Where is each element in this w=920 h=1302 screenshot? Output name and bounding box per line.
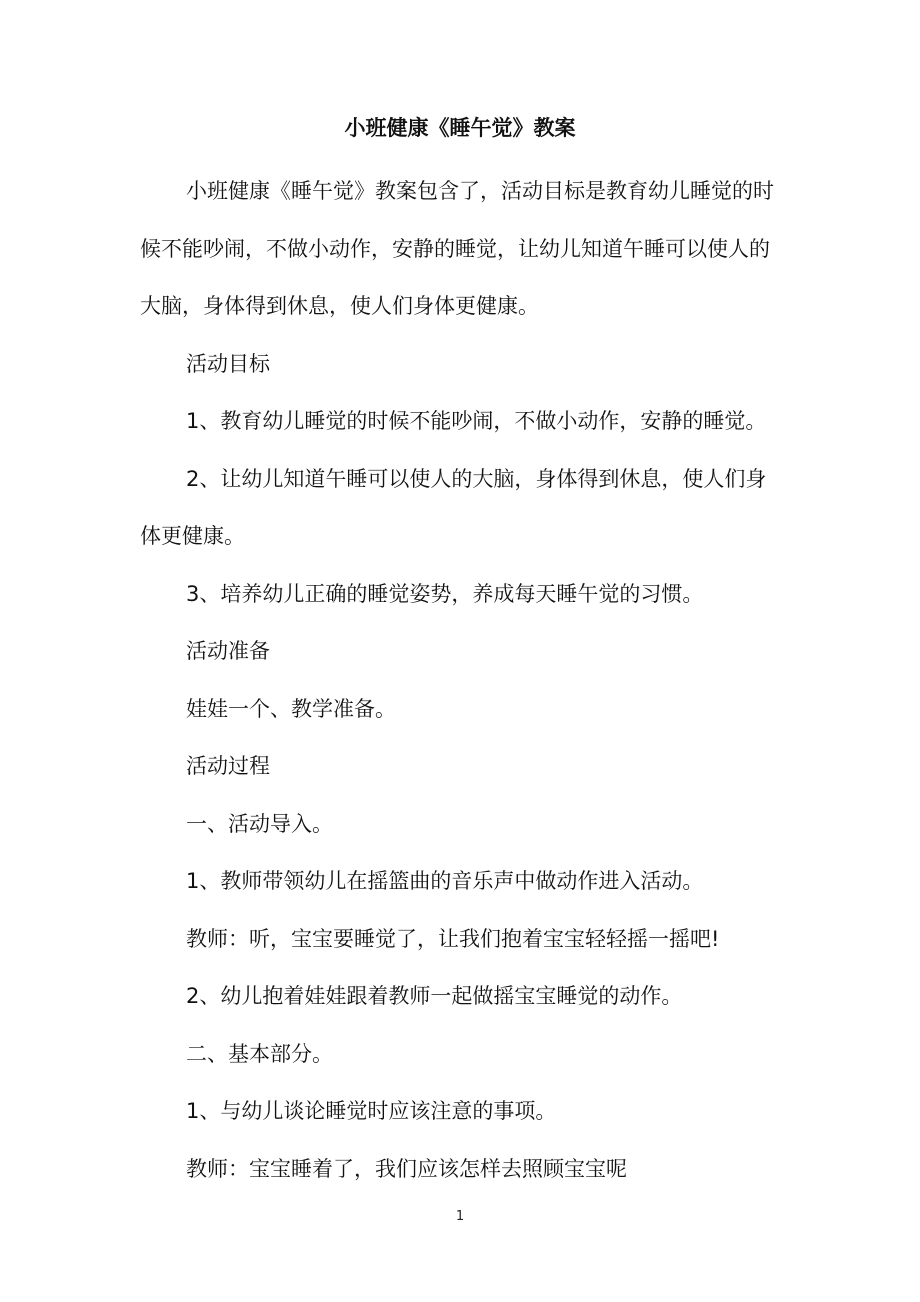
page-number: 1: [455, 1209, 465, 1224]
preparation-text: 娃娃一个、教学准备。: [186, 696, 396, 721]
teacher-dialogue-2: 教师：宝宝睡着了，我们应该怎样去照顾宝宝呢: [186, 1156, 627, 1181]
intro-paragraph: 小班健康《睡午觉》教案包含了，活动目标是教育幼儿睡觉的时候不能吵闹，不做小动作，安静的睡觉，让幼儿知道午睡可以使人的大脑，身体得到休息，使人们身体更健康。: [140, 179, 774, 318]
section-heading-process: 活动过程: [186, 754, 270, 778]
process-part-2-step-1: 1、与幼儿谈论睡觉时应该注意的事项。: [186, 1099, 557, 1123]
section-heading-goals: 活动目标: [186, 351, 270, 376]
process-step-2: 2、幼儿抱着娃娃跟着教师一起做摇宝宝睡觉的动作。: [186, 984, 683, 1008]
process-part-2-heading: 二、基本部分。: [186, 1041, 333, 1066]
process-part-1-heading: 一、活动导入。: [186, 811, 333, 836]
document-title: 小班健康《睡午觉》教案: [344, 116, 576, 140]
teacher-dialogue-1: 教师：听，宝宝要睡觉了，让我们抱着宝宝轻轻摇一摇吧!: [186, 926, 720, 951]
goal-item-1: 1、教育幼儿睡觉的时候不能吵闹，不做小动作，安静的睡觉。: [186, 409, 767, 433]
goal-item-2: 2、让幼儿知道午睡可以使人的大脑，身体得到休息，使人们身体更健康。: [140, 466, 767, 548]
document-body: [140, 163, 785, 1198]
process-step-1: 1、教师带领幼儿在摇篮曲的音乐声中做动作进入活动。: [186, 869, 704, 893]
section-heading-preparation: 活动准备: [186, 639, 270, 663]
goal-item-3: 3、培养幼儿正确的睡觉姿势，养成每天睡午觉的习惯。: [186, 581, 704, 606]
